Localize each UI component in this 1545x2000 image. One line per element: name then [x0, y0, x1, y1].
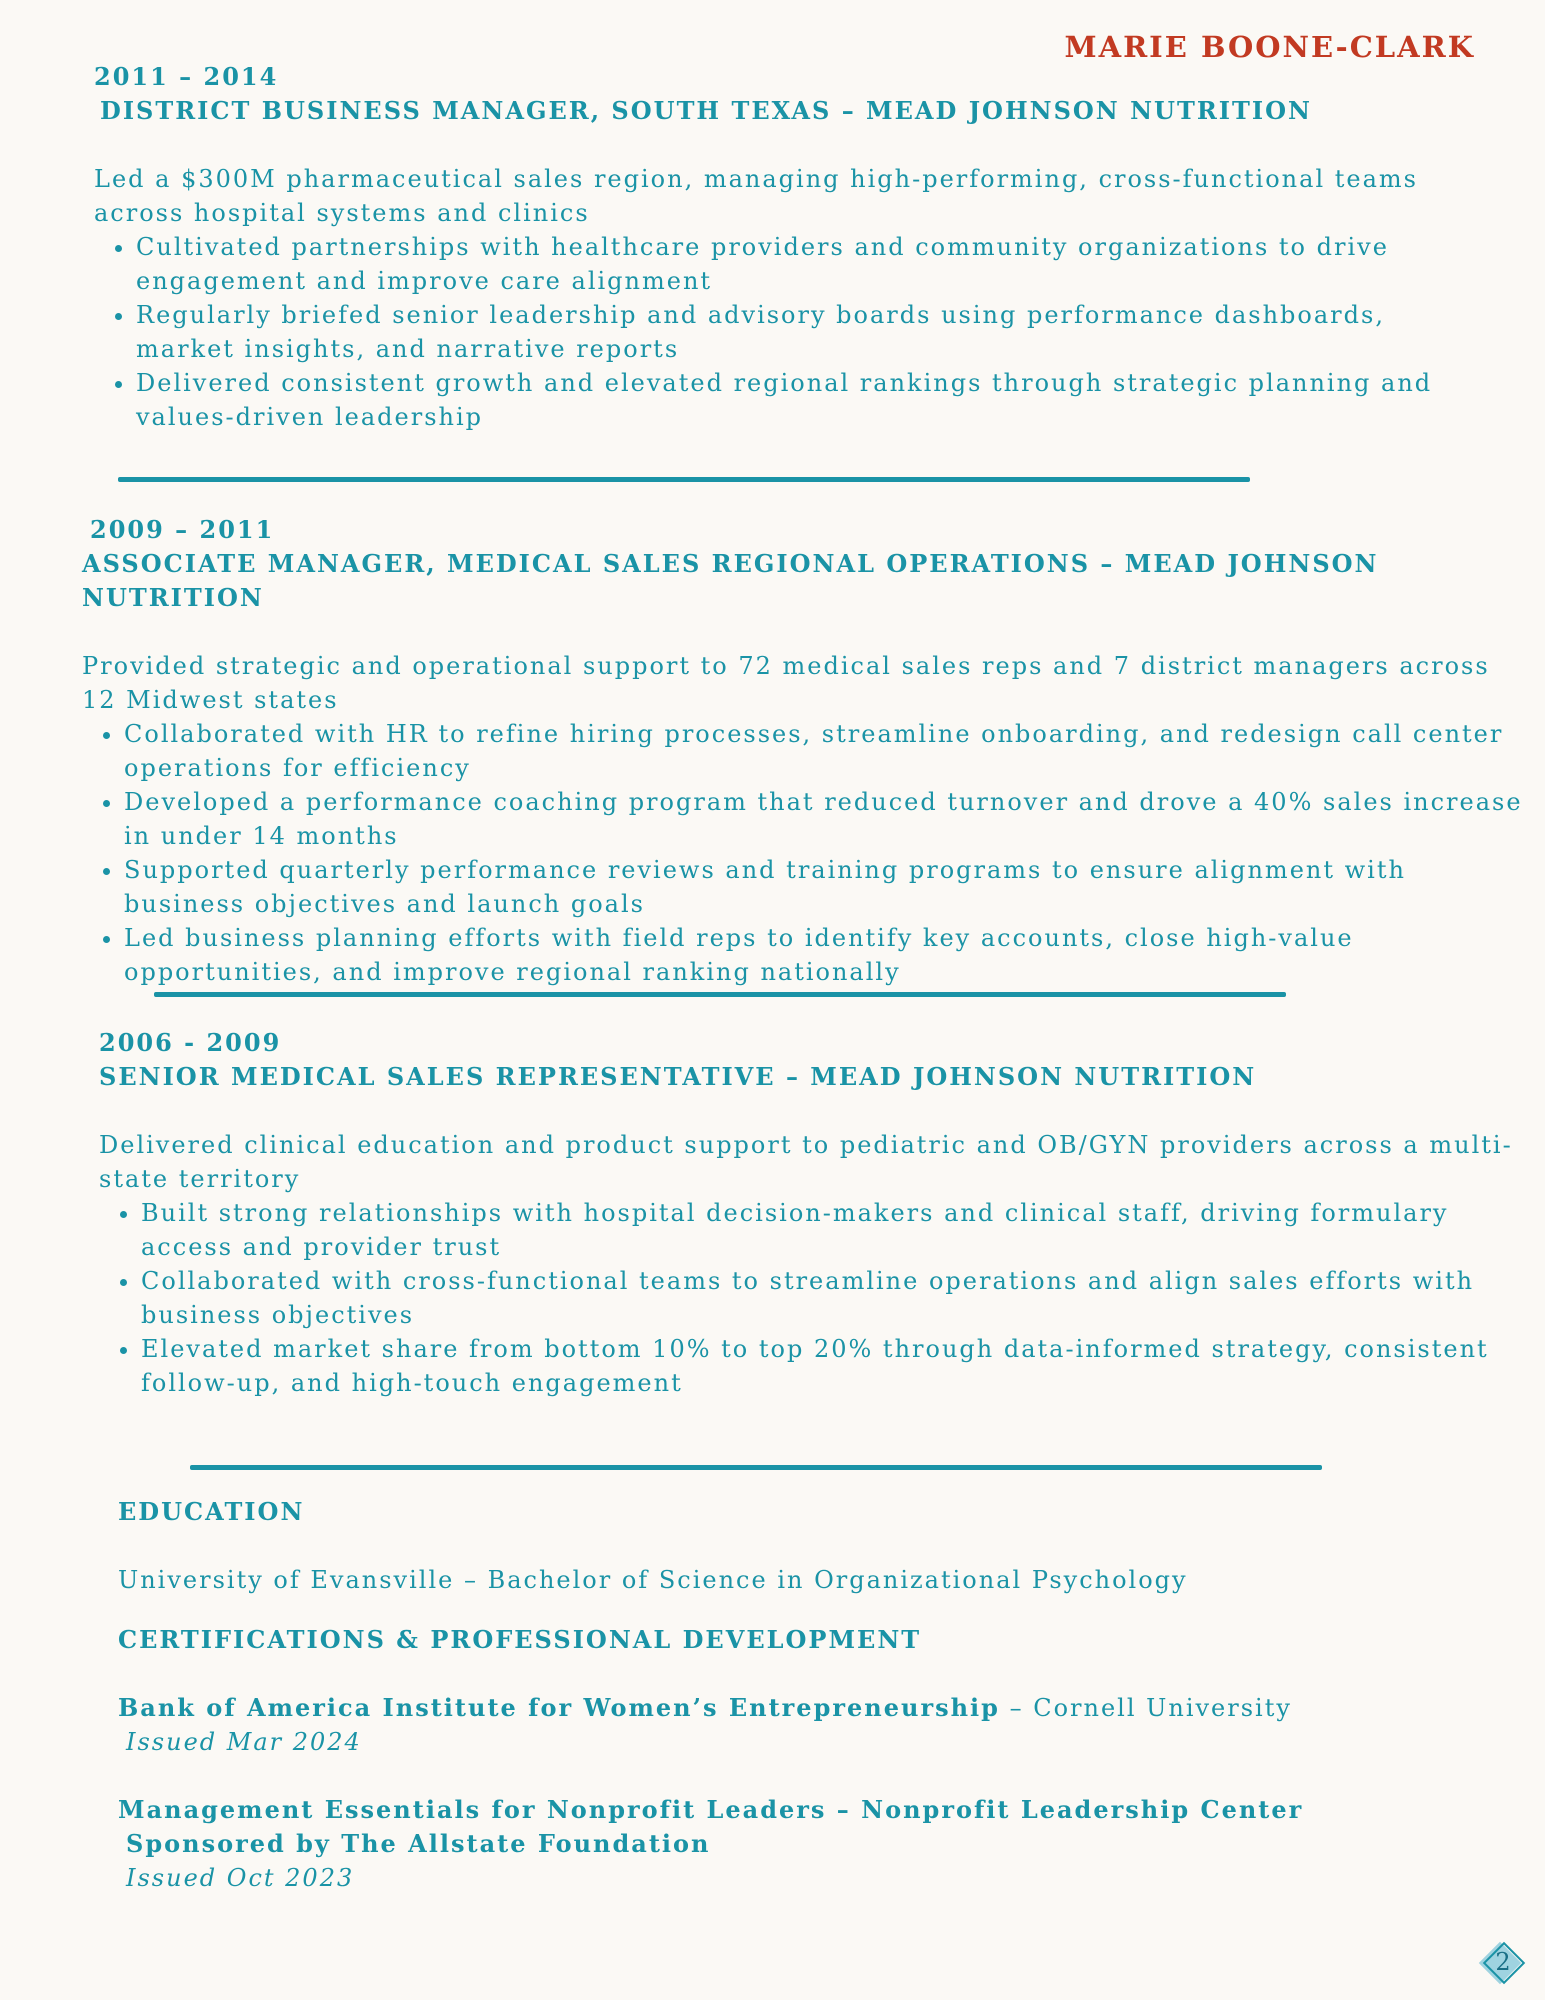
job-bullets [99, 1196, 1541, 1400]
job-title: SENIOR MEDICAL SALES REPRESENTATIVE – MEAD JOHNSON NUTRITION [99, 1062, 1257, 1091]
job-section-1 [94, 60, 1494, 434]
cert-2-issued: Issued Oct 2023 [126, 1864, 355, 1892]
job-years: 2011 – 2014 [94, 62, 279, 91]
cert-1-name: Bank of America Institute for Women’s Entrepreneurship [118, 1693, 1000, 1722]
list-item: • Cultivated partnerships with healthcare providers and community organizations to drive engagement and improve care alignment [136, 230, 1476, 298]
job-years: 2006 - 2009 [99, 1028, 282, 1057]
cert-1 [118, 1691, 1418, 1725]
certifications-heading: CERTIFICATIONS & PROFESSIONAL DEVELOPMENT [118, 1625, 922, 1654]
job-summary: Delivered clinical education and product support to pediatric and OB/GYN providers across a multi-state territory [99, 1131, 1513, 1193]
job-section-3 [99, 1026, 1519, 1400]
cert-2-sponsor: Sponsored by The Allstate Foundation [126, 1829, 711, 1858]
list-item: • Elevated market share from bottom 10% to top 20% through data-informed strategy, consistent follow-up, and high-touch engagement [141, 1332, 1541, 1400]
page-number-badge [1481, 1944, 1521, 1984]
education-heading: EDUCATION [118, 1497, 305, 1526]
job-bullets [82, 717, 1534, 989]
cert-1-issued: Issued Mar 2024 [126, 1728, 362, 1756]
job-summary: Led a $300M pharmaceutical sales region, managing high-performing, cross-functional teams across hospital systems and clinics [94, 165, 1418, 227]
education-entry: University of Evansville – Bachelor of Science in Organizational Psychology [118, 1566, 1188, 1594]
list-item: • Collaborated with cross-functional teams to streamline operations and align sales efforts with business objectives [141, 1264, 1541, 1332]
list-item: • Collaborated with HR to refine hiring processes, streamline onboarding, and redesign call center operations for efficiency [124, 717, 1534, 785]
job-summary: Provided strategic and operational support to 72 medical sales reps and 7 district managers across 12 Midwest states [82, 652, 1490, 714]
job-section-2 [82, 513, 1522, 989]
cert-2-name: Management Essentials for Nonprofit Leaders – Nonprofit Leadership Center [118, 1795, 1304, 1824]
education-section [118, 1495, 1418, 1895]
job-title: ASSOCIATE MANAGER, MEDICAL SALES REGIONAL OPERATIONS – MEAD JOHNSON NUTRITION [82, 549, 1379, 612]
job-years: 2009 – 2011 [90, 515, 275, 544]
job-bullets [94, 230, 1476, 434]
cert-1-org: – Cornell University [999, 1694, 1292, 1722]
job-title: DISTRICT BUSINESS MANAGER, SOUTH TEXAS – MEAD JOHNSON NUTRITION [100, 96, 1312, 125]
list-item: • Delivered consistent growth and elevated regional rankings through strategic planning and values-driven leadership [136, 366, 1476, 434]
page-number: 2 [1495, 1948, 1511, 1976]
section-divider [154, 992, 1286, 997]
list-item: • Regularly briefed senior leadership and advisory boards using performance dashboards, market insights, and narrative reports [136, 298, 1476, 366]
section-divider [118, 477, 1250, 482]
list-item: • Developed a performance coaching program that reduced turnover and drove a 40% sales increase in under 14 months [124, 785, 1534, 853]
section-divider [190, 1465, 1322, 1470]
list-item: • Led business planning efforts with field reps to identify key accounts, close high-value opportunities, and improve regional ranking nationally [124, 921, 1534, 989]
list-item: • Supported quarterly performance reviews and training programs to ensure alignment with business objectives and launch goals [124, 853, 1534, 921]
candidate-name: MARIE BOONE-CLARK [1064, 30, 1475, 64]
list-item: • Built strong relationships with hospital decision-makers and clinical staff, driving formulary access and provider trust [141, 1196, 1541, 1264]
